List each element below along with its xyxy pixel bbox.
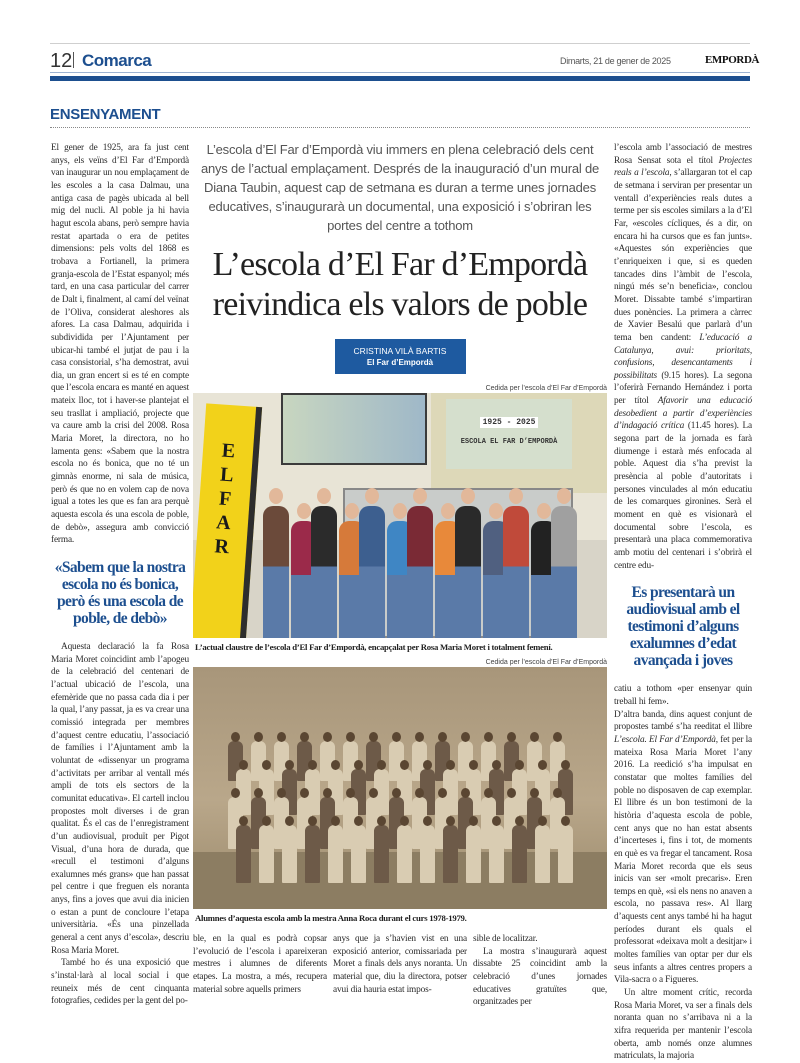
byline-location: El Far d’Empordà	[366, 358, 434, 367]
article-subtitle: L’escola d’El Far d’Empordà viu immers en plena celebració dels cent anys de l’actual emplaçament. Després de la inauguració d’un mural de Diana Taubin, aquest cap de setmana es duran a terme unes jornades educatives, s’inaugurarà un documental, una exposició i s’obriran les portes del centre a tothom	[200, 142, 600, 233]
top-rule	[50, 43, 750, 44]
italic-title: L’escola. El Far d’Empordà	[614, 734, 716, 745]
pupil-head	[400, 760, 409, 770]
pupil-head	[392, 788, 401, 798]
pupil-head	[254, 788, 263, 798]
bottom-columns	[193, 933, 607, 1009]
pupil	[466, 825, 481, 883]
pupil	[397, 825, 412, 883]
pupil	[420, 825, 435, 883]
text-run: , fet per la mateixa Rosa Maria Moret l’any 2016. La reedició s’ha impulsat en constatar que moltes famílies del poble no disposaven de cap exemplar. El llibre és un bon testimoni de la història d’aquesta escola de poble, cent anys que no han estat absents d’incerteses i, fins i tot, de moments en què es va fregar el tancament. Rosa Maria Moret recorda que els seus inicis van ser «molt precaris». Eren temps en què, «si els nens no anaven a escola, no passava res». Al llarg d’aquests cent anys també hi ha hagut períodes durant els quals el professorat «deixava molt a desitjar» i moltes famílies van optar per dur els seus infants a altres centres propers a Vila-sacra o a Figueres.	[614, 734, 752, 986]
pupil-head	[507, 788, 516, 798]
pupil-head	[538, 760, 547, 770]
pupil-head	[461, 788, 470, 798]
left-column-stack	[51, 142, 189, 1008]
pupil	[535, 825, 550, 883]
pupil-head	[492, 760, 501, 770]
pupil-head	[277, 788, 286, 798]
article-paragraph	[473, 946, 607, 1009]
pupil-head	[300, 732, 309, 742]
pupil-head	[446, 816, 455, 826]
pupil-head	[231, 732, 240, 742]
section-name: Comarca	[82, 51, 152, 70]
center-column-stack	[193, 140, 607, 1009]
byline-author: CRISTINA VILÀ BARTIS	[353, 346, 447, 356]
staff-member-head	[297, 503, 311, 519]
staff-member-head	[365, 488, 379, 504]
section-kicker: ENSENYAMENT	[50, 106, 161, 123]
staff-member	[311, 506, 337, 638]
staff-member	[503, 506, 529, 638]
pull-quote-right: Es presentarà un audiovisual amb el testimoni d’alguns exalumnes d’edat avançada i joves	[626, 584, 740, 670]
staff-member	[407, 506, 433, 638]
pupil-head	[507, 732, 516, 742]
article-paragraph	[51, 641, 189, 957]
issue-date: Dimarts, 21 de gener de 2025	[560, 56, 671, 66]
article-column-right-top	[614, 142, 752, 572]
staff-member-head	[557, 488, 571, 504]
pupil-head	[538, 816, 547, 826]
pupil-head	[354, 760, 363, 770]
photo-caption: L’actual claustre de l’escola d’El Far d’Empordà, encapçalat per Rosa Maria Moret i totalment femení.	[195, 642, 553, 652]
pupil-head	[530, 732, 539, 742]
staff-member-head	[509, 488, 523, 504]
staff-member-head	[461, 488, 475, 504]
photo-caption: Alumnes d’aquesta escola amb la mestra Anna Roca durant el curs 1978-1979.	[195, 913, 467, 923]
pupil-head	[469, 760, 478, 770]
staff-member-head	[393, 503, 407, 519]
pupil	[558, 825, 573, 883]
photo-credit: Cedida per l’escola d’El Far d’Empordà	[485, 659, 607, 666]
pupil-head	[423, 760, 432, 770]
pupil-head	[323, 732, 332, 742]
newspaper-logo: EMPORDÀ	[705, 54, 760, 66]
article-column-left-bottom	[51, 641, 189, 1008]
pupil-head	[308, 816, 317, 826]
text-run: La mostra s’inaugurarà aquest dissabte 25 coincidint amb la celebració d’unes jornades educatives gratuïtes que, organitzades per	[473, 946, 607, 1008]
photo-credit: Cedida per l’escola d’El Far d’Empordà	[485, 385, 607, 392]
pupil-head	[561, 760, 570, 770]
mural-school-name: ESCOLA EL FAR D’EMPORDÀ	[460, 438, 558, 446]
pupil-head	[239, 760, 248, 770]
pupil	[489, 825, 504, 883]
article-column-right-bottom	[614, 683, 752, 1063]
text-run: D’altra banda, dins aquest conjunt de propostes també s’ha reeditat el llibre	[614, 709, 752, 733]
text-run: (11.45 hores). La segona part de la jornada es farà diumenge i estarà més enfocada al poble. Aquest dia s’ha previst la presència al poble d’autoritats i persones vinculades al món educatiu de les comarques gironines. Serà el moment en què es visionarà el documental sobre l’escola, es presentarà una placa commemorativa amb motiu del centenari i s’obrirà el centre edu-	[614, 421, 753, 571]
pupil-head	[331, 760, 340, 770]
pupil-head	[484, 732, 493, 742]
pupil-head	[285, 816, 294, 826]
pupil-head	[515, 760, 524, 770]
pupil	[305, 825, 320, 883]
right-column-stack	[614, 142, 752, 1063]
article-paragraph	[333, 933, 467, 996]
article-paragraph	[614, 709, 752, 987]
pupil-head	[231, 788, 240, 798]
italic-title: L’educació a Catalunya, avui: prioritats, confusions, desencantaments i possibilitats	[614, 332, 752, 381]
article-column-bottom-c	[473, 933, 607, 1009]
staff-member-head	[537, 503, 551, 519]
pupil-head	[423, 816, 432, 826]
pupil-head	[553, 788, 562, 798]
text-run: sible de localitzar.	[473, 934, 538, 944]
article-column-left-top	[51, 142, 189, 547]
text-run: El gener de 1925, ara fa just cent anys, els veïns d’El Far d’Empordà van inaugurar un nou emplaçament de les escoles a la casa Dalmau, una antiga casa de pagès ubicada al bell mig del nucli. Al poble ja hi havia hagut escola abans, però sempre havia restat apartada o era de petites dimensions: pels volts del 1868 es trobava a Fortianell, la primera granja-escola de l’Estat espanyol; més tard, en una casa particular del carrer de Dalt i, finalment, al camí del veïnat de l’Oliva, considerat aleshores als afores. La casa Dalmau, adquirida i subdividida per l’Ajuntament per ubicar-hi també el jutjat de pau i la casa consistorial, s’ha demostrat, avui dia, un gran encert si es té en compte que l’escola encara es manté en aquest mateix lloc, tot i haver-se plantejat el seu trasllat i ampliació, projecte que va caure amb la crisi del 2008. Rosa Maria Moret, la directora, no ho lamenta gens: «Sabem que la nostra escola no és bonica, que no té un gimnàs enorme, ni sala de música, però és que no en volem cap de nova igual a totes les que es fan ara perquè aquesta escola és una escola de poble, de debò», assegura amb convicció ferma.	[51, 143, 189, 546]
pupil-head	[438, 788, 447, 798]
pupil-head	[346, 732, 355, 742]
window	[281, 393, 427, 465]
pupil-head	[530, 788, 539, 798]
pupil-head	[377, 760, 386, 770]
pupil-head	[323, 788, 332, 798]
header-bar	[50, 76, 750, 81]
pupil-head	[354, 816, 363, 826]
pencil-text: ELFAR	[209, 439, 241, 561]
article-paragraph	[614, 683, 752, 708]
staff-photo	[193, 393, 607, 638]
pupil-head	[277, 732, 286, 742]
header-thin-line	[50, 72, 750, 73]
pupil-head	[438, 732, 447, 742]
pupil	[282, 825, 297, 883]
pupil	[443, 825, 458, 883]
italic-title: Projectes reals a l’escola	[614, 155, 752, 179]
pupil-head	[415, 788, 424, 798]
article-paragraph	[473, 933, 607, 946]
text-run: , s’allargaran tot el cap de setmana i serviran per presentar un ventall d’experiències reals dutes a terme per sis escoles similars a la d’El Far, «escoles cícliques, és a dir, on encara hi ha cursos que es fan junts». «Aquestes són experiències que t’enriqueixen i que, si es queden tancades dins l’àmbit de l’escola, ningú més se’n beneficia», conclou Moret. Dissabte també s’impartiran dues ponències. La primera a càrrec de Xavier Besalú que parlarà d’un tema ben candent:	[614, 168, 752, 343]
pupil-head	[331, 816, 340, 826]
pupil	[328, 825, 343, 883]
pupil-head	[254, 732, 263, 742]
staff-member-head	[345, 503, 359, 519]
pupil	[259, 825, 274, 883]
text-run: ble, en la qual es podrà copsar l’evolució de l’escola i apareixeran mestres i alumnes de diferents etapes. La mostra, a més, recupera material sobre aquells primers	[193, 934, 327, 995]
header-separator	[73, 52, 74, 68]
pupil-head	[285, 760, 294, 770]
text-run: catiu a tothom «per ensenyar quin treball hi fem».	[614, 684, 752, 707]
staff-member	[455, 506, 481, 638]
mural-years: 1925 - 2025	[480, 417, 539, 428]
historic-class-photo	[193, 667, 607, 909]
pupil-head	[561, 816, 570, 826]
pupil-head	[469, 816, 478, 826]
article-paragraph	[614, 142, 752, 572]
text-run: Aquesta declaració la fa Rosa Maria Moret coincidint amb l’apogeu de la celebració del centenari de l’actual ubicació de l’escola, una efemèride que no passa cada dia i per la qual, l’any passat, ja es va crear una comissió integrada per membres d’aquest centre educatiu, l’associació de famílies i l’Ajuntament amb la voluntat de «dissenyar un programa d’activitats per arribar al ventall més ampli de tots els sectors de la comunitat educativa». El cartell inclou propostes molt diverses i de gran qualitat. És el cas de l’enregistrament d’un audiovisual, produït per Pigot Visual, d’una hora de durada, que «recull el testimoni d’alguns exalumnes més grans» que han passat pel centre i que freguen els noranta anys, fins a joves que avui dia inicien o estan a punt de concloure l’etapa universitària. «És una pinzellada general a cent anys d’escola», descriu Rosa Maria Moret.	[51, 642, 189, 956]
staff-member-head	[489, 503, 503, 519]
pull-quote-left: «Sabem que la nostra escola no és bonica, però és una escola de poble, de debò»	[54, 559, 186, 627]
article-paragraph	[51, 957, 189, 1008]
pupil-head	[369, 732, 378, 742]
pupil-head	[346, 788, 355, 798]
pupil	[351, 825, 366, 883]
pupil	[512, 825, 527, 883]
pupil	[374, 825, 389, 883]
pupil-head	[377, 816, 386, 826]
staff-member-head	[441, 503, 455, 519]
pupil-head	[262, 816, 271, 826]
pupil-head	[446, 760, 455, 770]
staff-member-head	[413, 488, 427, 504]
article-headline: L’escola d’El Far d’Empordà reivindica els valors de poble	[212, 246, 588, 323]
staff-member-head	[269, 488, 283, 504]
pupil-head	[369, 788, 378, 798]
pupil-head	[392, 732, 401, 742]
giant-pencil	[193, 403, 262, 638]
kicker-divider	[50, 127, 750, 128]
pupil-head	[300, 788, 309, 798]
text-run: (9.15 hores). La segona l’oferirà Fernando Hernández i porta per títol	[614, 370, 752, 407]
page-number: 12	[50, 50, 73, 72]
article-paragraph	[51, 142, 189, 547]
article-paragraph	[193, 933, 327, 996]
pupil-head	[461, 732, 470, 742]
text-run: l’escola amb l’associació de mestres Rosa Sensat sota el títol	[614, 143, 752, 166]
pupil-head	[515, 816, 524, 826]
pupil-head	[262, 760, 271, 770]
pupil	[236, 825, 251, 883]
centenary-mural	[446, 399, 572, 469]
article-column-bottom-a	[193, 933, 327, 1009]
pupil-head	[492, 816, 501, 826]
staff-member	[551, 506, 577, 638]
text-run: També ho és una exposició que s’instal·larà al local social i que reuneix més de cent cinquanta fotografies, cedides per la gent del po-	[51, 958, 189, 1007]
staff-member	[359, 506, 385, 638]
text-run: anys que ja s’havien vist en una exposició anterior, comissariada per Moret a finals dels anys noranta. Un material que, diu la directora, potser avui dia hauria estat impos-	[333, 934, 467, 995]
pupil-head	[308, 760, 317, 770]
pupil-head	[239, 816, 248, 826]
italic-title: Afavorir una educació desobedient a partir d’experiències d’indagació crítica	[614, 396, 752, 432]
pupil-head	[415, 732, 424, 742]
pupil-head	[553, 732, 562, 742]
article-paragraph	[614, 987, 752, 1063]
byline-box	[335, 339, 466, 374]
article-column-bottom-b	[333, 933, 467, 1009]
staff-member	[263, 506, 289, 638]
pupil-head	[484, 788, 493, 798]
text-run: Un altre moment crític, recorda Rosa Maria Moret, va ser a finals dels noranta quan no s’arribava ni a la xifra requerida per mantenir l’escola oberta, amb només onze alumnes matriculats, la majoria	[614, 988, 752, 1062]
pupil-head	[400, 816, 409, 826]
staff-member-head	[317, 488, 331, 504]
